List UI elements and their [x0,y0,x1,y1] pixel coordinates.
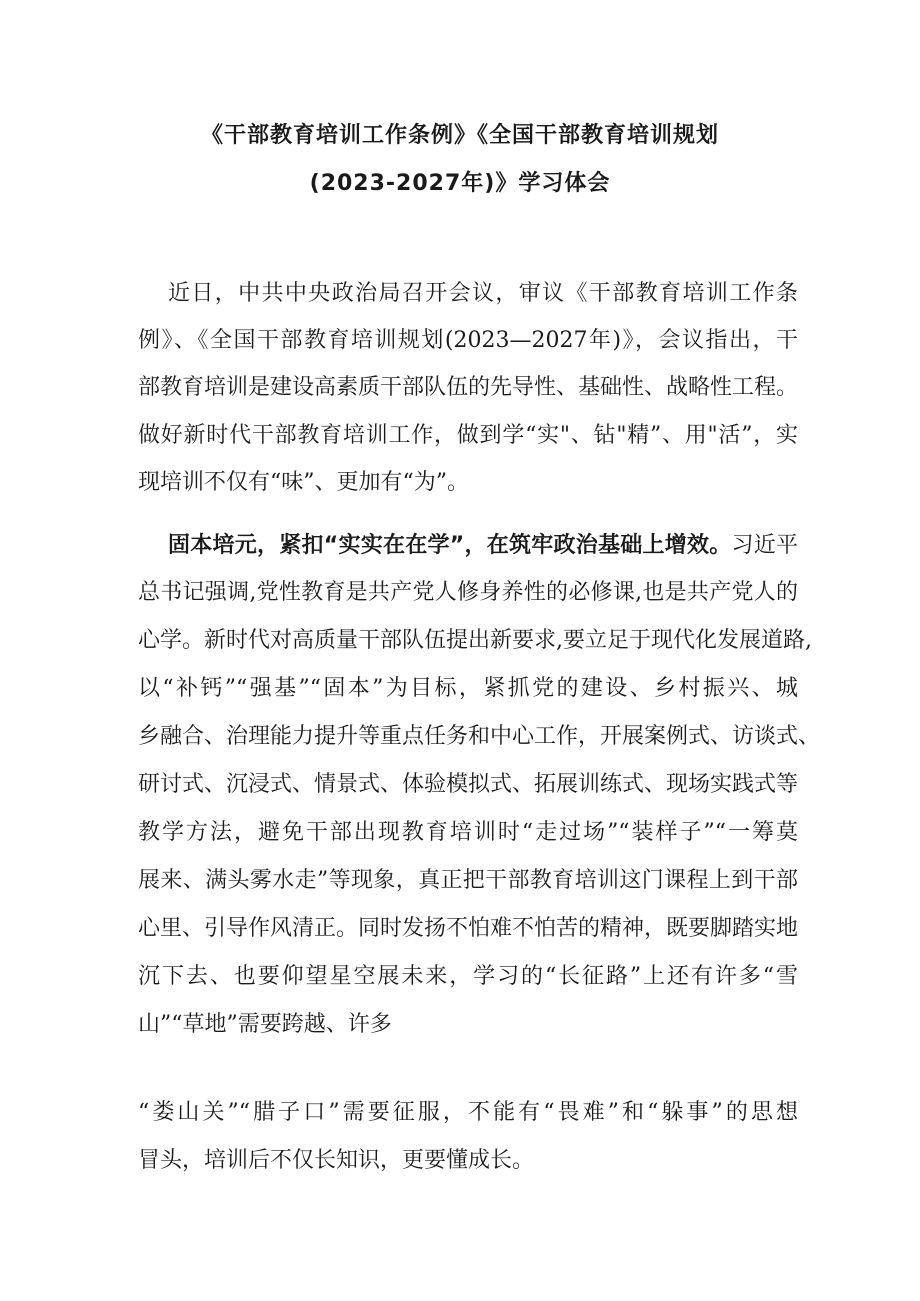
paragraph-line: 现培训不仅有“味”、更加有“为”。 [138,470,469,495]
document-title-line-2: (2023-2027年)》学习体会 [309,171,611,196]
paragraph-line: 乡融合、治理能力提升等重点任务和中心工作，开展案例式、访谈式、 [138,724,821,749]
paragraph-line: 部教育培训是建设高素质干部队伍的先导性、基础性、战略性工程。 [138,375,799,400]
paragraph-line: 心里、引导作风清正。同时发扬不怕难不怕苦的精神，既要脚踏实地 [138,916,799,941]
paragraph-line: 研讨式、沉浸式、情景式、体验模拟式、拓展训练式、现场实践式等 [138,772,799,797]
paragraph-line: 冒头，培训后不仅长知识，更要懂成长。 [138,1148,535,1173]
paragraph-line: 展来、满头雾水走”等现象，真正把干部教育培训这门课程上到干部 [138,868,798,893]
paragraph-line: “娄山关”“腊子口”需要征服，不能有“畏难”和“躲事”的思想 [138,1100,798,1125]
paragraph-line: 总书记强调,党性教育是共产党人修身养性的必修课,也是共产党人的 [138,580,798,605]
paragraph-line: 以“补钙”“强基”“固本”为目标，紧抓党的建设、乡村振兴、城 [138,676,798,701]
paragraph-line: 心学。新时代对高质量干部队伍提出新要求,要立足于现代化发展道路, [138,628,812,653]
paragraph-line: 山”“草地”需要跨越、许多 [138,1012,392,1037]
section-heading: 固本培元，紧扣“实实在在学”，在筑牢政治基础上增效。 [168,533,732,558]
paragraph-line: 做好新时代干部教育培训工作，做到学“实"、钻"精”、用"活”，实 [138,423,798,448]
paragraph-line: 近日，中共中央政治局召开会议，审议《干部教育培训工作条 [168,281,798,306]
paragraph-line: 教学方法，避免干部出现教育培训时“走过场”“装样子”“一筹莫 [138,820,798,845]
paragraph-line: 例》、《全国干部教育培训规划(2023—2027年)》，会议指出，干 [138,328,798,353]
document-title-line-1: 《干部教育培训工作条例》《全国干部教育培训规划 [200,123,719,148]
paragraph-first-line [168,531,798,561]
section-heading-continuation: 习近平 [731,533,798,558]
paragraph-line: 沉下去、也要仰望星空展未来，学习的“长征路”上还有许多“雪 [138,964,798,989]
